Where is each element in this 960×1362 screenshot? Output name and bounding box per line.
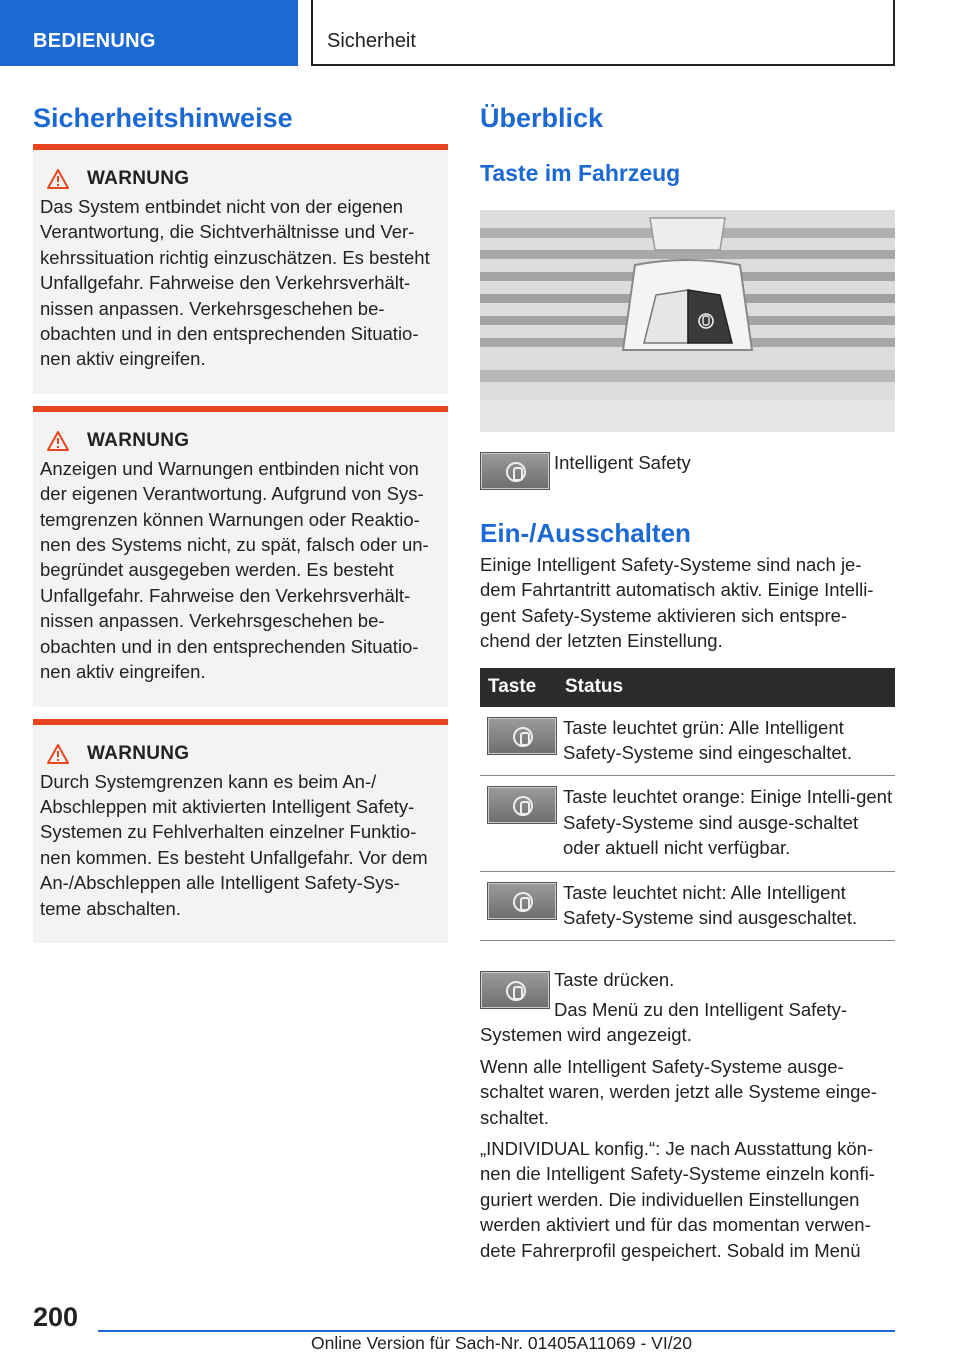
left-column	[33, 100, 448, 955]
warning-triangle-icon	[47, 431, 69, 451]
warning-text: Das System entbindet nicht von der eigenen Verantwortung, die Sichtverhältnisse und Ver-kehrssituation richtig einzuschätzen. Es besteht Unfallgefahr. Fahrweise den Verkehrsverhält-nissen anpassen. Verkehrsgeschehen be-obachten und in den entsprechenden Situatio-nen aktiv eingreifen.	[40, 196, 430, 370]
col-header-status: Status	[563, 668, 895, 707]
warning-label: WARNUNG	[87, 742, 190, 764]
status-cell: Taste leuchtet nicht: Alle Intelligent Safety-Systeme sind ausgeschaltet.	[563, 871, 895, 941]
page-header	[0, 0, 960, 66]
status-table	[480, 668, 895, 942]
press-result: Das Menü zu den Intelligent Safety-Systemen wird angezeigt.	[480, 998, 848, 1046]
warning-triangle-icon	[47, 169, 69, 189]
button-off-state	[487, 882, 557, 920]
table-row	[480, 871, 895, 941]
warning-triangle-icon	[47, 744, 69, 764]
table-row	[480, 776, 895, 871]
warning-text: Durch Systemgrenzen kann es beim An-/ Abschleppen mit aktivierten Intelligent Safety-Systemen zu Fehlverhalten einzelner Funktio-nen kommen. Es besteht Unfallgefahr. Vor dem An-/Abschleppen alle Intelligent Safety-Sys-teme abschalten.	[40, 770, 428, 919]
warning-text: Anzeigen und Warnungen entbinden nicht von der eigenen Verantwortung. Aufgrund von Sys-temgrenzen können Warnungen oder Reaktio-nen des Systems nicht, zu spät, falsch oder un-begründet ausgegeben werden. Es besteht Unfallgefahr. Fahrweise den Verkehrsverhält-nissen anpassen. Verkehrsgeschehen be-obachten und in den entsprechenden Situatio-nen aktiv eingreifen.	[40, 457, 429, 683]
overview-heading: Überblick	[480, 103, 604, 133]
button-legend	[480, 452, 895, 490]
left-heading: Sicherheitshinweise	[33, 103, 293, 133]
button-orange-state	[487, 786, 557, 824]
button-green-state	[487, 717, 557, 755]
col-header-button: Taste	[480, 668, 563, 707]
button-caption: Intelligent Safety	[554, 452, 691, 473]
warning-box	[33, 719, 448, 943]
section-label: BEDIENUNG	[33, 30, 156, 52]
chapter-tab	[311, 0, 895, 66]
paragraph-individual-config: „INDIVIDUAL konfig.“: Je nach Ausstattung kön-nen die Intelligent Safety-Systeme einzeln konfi-guriert werden. Die individuellen Einstellungen werden aktiviert und für das momentan verwen-dete Fahrerprofil gespeichert. Sobald im Menü	[480, 1137, 875, 1261]
intelligent-safety-button	[480, 452, 550, 490]
warning-label: WARNUNG	[87, 429, 190, 451]
intelligent-safety-icon	[506, 981, 526, 1001]
intelligent-safety-button	[480, 971, 550, 1009]
right-column	[480, 100, 895, 1263]
footer-divider	[98, 1330, 895, 1332]
chapter-label: Sicherheit	[327, 30, 416, 52]
table-row	[480, 707, 895, 776]
intelligent-safety-icon	[513, 796, 533, 816]
status-cell: Taste leuchtet grün: Alle Intelligent Safety-Systeme sind eingeschaltet.	[563, 707, 895, 776]
intelligent-safety-icon	[513, 892, 533, 912]
warning-box	[33, 406, 448, 707]
warning-box	[33, 144, 448, 394]
press-instruction	[480, 967, 895, 1047]
paragraph-all-on: Wenn alle Intelligent Safety-Systeme ausge-schaltet waren, werden jetzt alle Systeme einge-schaltet.	[480, 1055, 877, 1128]
on-off-heading: Ein-/Ausschalten	[480, 518, 691, 548]
warning-label: WARNUNG	[87, 168, 190, 189]
subheading-button-in-vehicle: Taste im Fahrzeug	[480, 160, 681, 186]
grille-illustration	[480, 210, 895, 432]
status-cell: Taste leuchtet orange: Einige Intelli-gent Safety-Systeme sind ausge-schaltet oder aktuell nicht verfügbar.	[563, 776, 895, 871]
page-number: 200	[33, 1302, 79, 1332]
footer-version: Online Version für Sach-Nr. 01405A11069 - VI/20	[311, 1333, 693, 1353]
vehicle-button-photo	[480, 210, 895, 432]
intelligent-safety-icon	[513, 727, 533, 747]
intelligent-safety-icon	[506, 462, 526, 482]
on-off-intro: Einige Intelligent Safety-Systeme sind nach je-dem Fahrtantritt automatisch aktiv. Einige Intelli-gent Safety-Systeme aktivieren sich entspre-chend der letzten Einstellung.	[480, 554, 874, 652]
section-tab	[0, 0, 298, 66]
press-label: Taste drücken.	[554, 969, 675, 991]
